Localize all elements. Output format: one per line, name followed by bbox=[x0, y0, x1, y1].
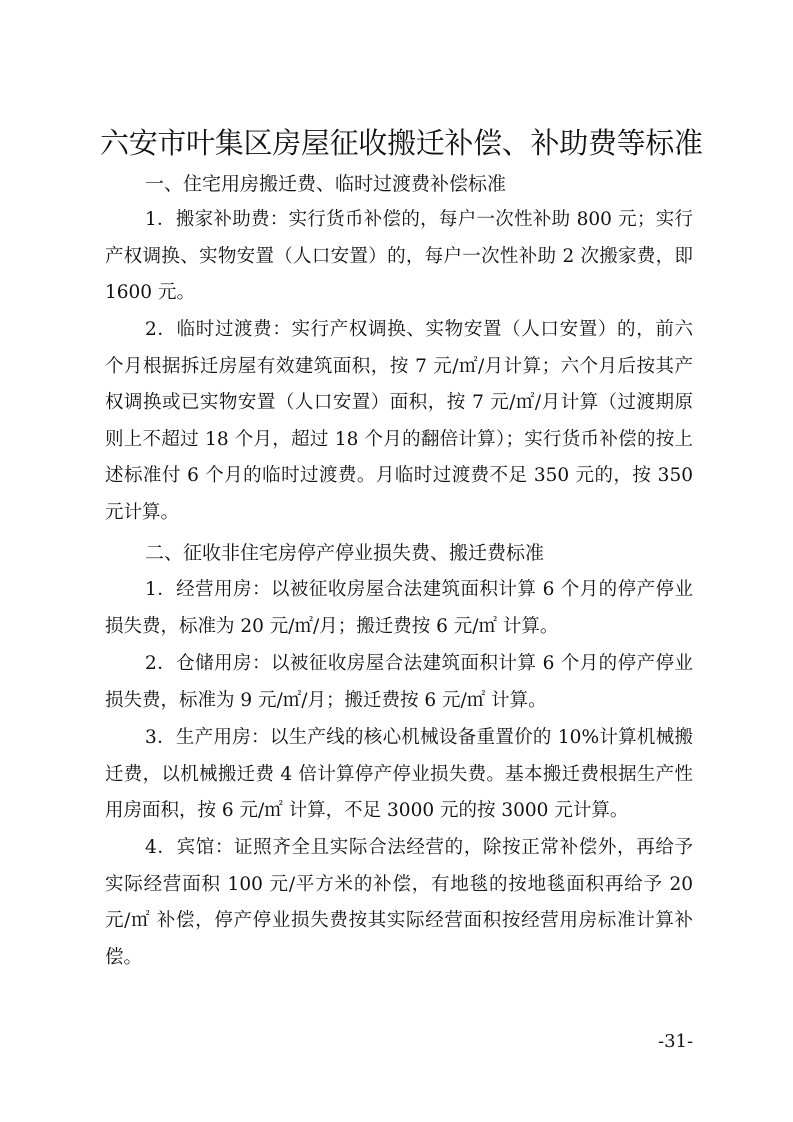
section-2-paragraph-3: 3．生产用房：以生产线的核心机械设备重置价的 10%计算机械搬迁费，以机械搬迁费 4 倍计算停产停业损失费。基本搬迁费根据生产性用房面积，按 6 元/㎡ 计算，不足 3000 元的按 3000 元计算。 bbox=[105, 727, 693, 821]
section-2-paragraph-1: 1．经营用房：以被征收房屋合法建筑面积计算 6 个月的停产停业损失费，标准为 20 元/㎡/月；搬迁费按 6 元/㎡ 计算。 bbox=[105, 579, 693, 637]
section-2-paragraph-2: 2．仓储用房：以被征收房屋合法建筑面积计算 6 个月的停产停业损失费，标准为 9 元/㎡/月；搬迁费按 6 元/㎡ 计算。 bbox=[105, 653, 693, 711]
section-1-paragraph-1: 1．搬家补助费：实行货币补偿的，每户一次性补助 800 元；实行产权调换、实物安置（人口安置）的，每户一次性补助 2 次搬家费，即 1600 元。 bbox=[105, 209, 693, 303]
page-number: -31- bbox=[658, 1031, 694, 1052]
section-2-paragraph-4: 4．宾馆：证照齐全且实际合法经营的，除按正常补偿外，再给予实际经营面积 100 元/平方米的补偿，有地毯的按地毯面积再给予 20 元/㎡ 补偿，停产停业损失费按其实际经营面积按经营用房标准计算补偿。 bbox=[105, 837, 693, 968]
section-1-heading: 一、住宅用房搬迁费、临时过渡费补偿标准 bbox=[145, 173, 507, 195]
section-1-paragraph-2: 2．临时过渡费：实行产权调换、实物安置（人口安置）的，前六个月根据拆迁房屋有效建筑面积，按 7 元/㎡/月计算；六个月后按其产权调换或已实物安置（人口安置）面积，按 7 元/㎡/月计算（过渡期原则上不超过 18 个月，超过 18 个月的翻倍计算）；实行货币补偿的按上述标准付 6 个月的临时过渡费。月临时过渡费不足 350 元的，按 350 元计算。 bbox=[105, 319, 693, 523]
section-2-heading: 二、征收非住宅房停产停业损失费、搬迁费标准 bbox=[145, 542, 545, 564]
document-title: 六安市叶集区房屋征收搬迁补偿、补助费等标准 bbox=[100, 126, 703, 160]
